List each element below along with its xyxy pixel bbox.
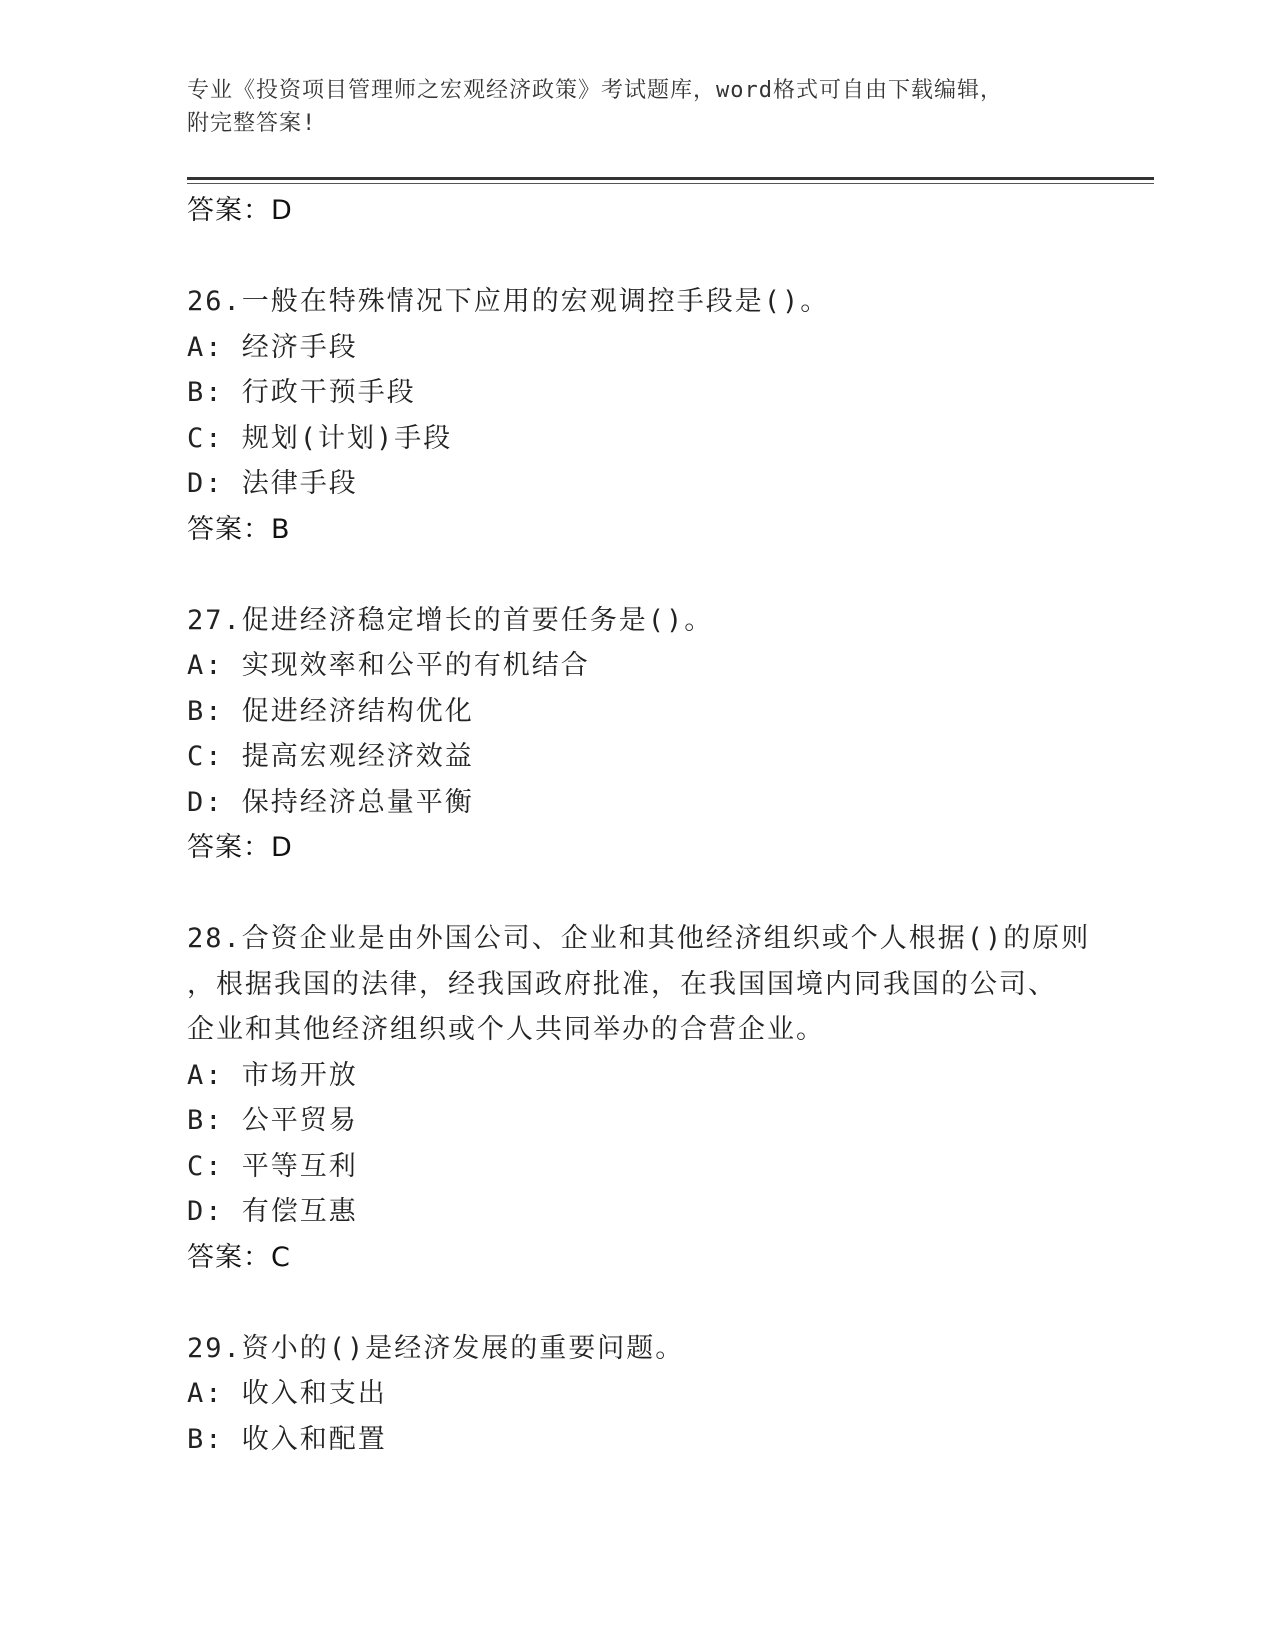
header-divider-thick	[187, 177, 1154, 180]
question-stem: 29.资小的()是经济发展的重要问题。	[187, 1332, 685, 1364]
spacer	[187, 1280, 1147, 1326]
option-a: A: 实现效率和公平的有机结合	[187, 650, 590, 681]
question-stem-line-2: ，根据我国的法律，经我国政府批准，在我国国境内同我国的公司、	[187, 968, 1057, 1000]
option-b: B: 促进经济结构优化	[187, 695, 474, 727]
question-stem: 27.促进经济稳定增长的首要任务是()。	[187, 604, 714, 636]
answer-line-25: 答案：D	[187, 195, 293, 226]
question-stem-line-3: 企业和其他经济组织或个人共同举办的合营企业。	[187, 1014, 825, 1045]
option-b: B: 收入和配置	[187, 1423, 387, 1455]
question-26	[187, 279, 1147, 552]
header-note-line-1: 专业《投资项目管理师之宏观经济政策》考试题库，word格式可自由下载编辑，	[187, 78, 1003, 103]
option-c: C: 提高宏观经济效益	[187, 741, 474, 772]
option-d: D: 保持经济总量平衡	[187, 786, 474, 818]
spacer	[187, 871, 1147, 917]
option-a: A: 市场开放	[187, 1059, 358, 1091]
answer-line: 答案：B	[187, 513, 291, 545]
option-d: D: 有偿互惠	[187, 1196, 358, 1227]
header-divider-thin	[187, 183, 1154, 184]
option-b: B: 行政干预手段	[187, 377, 416, 408]
answer-line: 答案：D	[187, 832, 293, 863]
answer-line: 答案：C	[187, 1241, 291, 1273]
spacer	[187, 234, 1147, 280]
question-28	[187, 916, 1147, 1280]
header-note	[187, 74, 1087, 140]
question-29	[187, 1326, 1147, 1463]
question-stem-line-1: 28.合资企业是由外国公司、企业和其他经济组织或个人根据()的原则	[187, 923, 1091, 954]
spacer	[187, 552, 1147, 598]
option-d: D: 法律手段	[187, 468, 358, 499]
option-b: B: 公平贸易	[187, 1105, 358, 1136]
option-c: C: 规划(计划)手段	[187, 422, 453, 454]
option-a: A: 经济手段	[187, 331, 358, 363]
option-c: C: 平等互利	[187, 1150, 358, 1182]
option-a: A: 收入和支出	[187, 1378, 387, 1409]
header-note-line-2: 附完整答案!	[187, 111, 317, 136]
question-27	[187, 598, 1147, 871]
question-list	[187, 188, 1147, 1462]
question-stem: 26.一般在特殊情况下应用的宏观调控手段是()。	[187, 286, 830, 317]
